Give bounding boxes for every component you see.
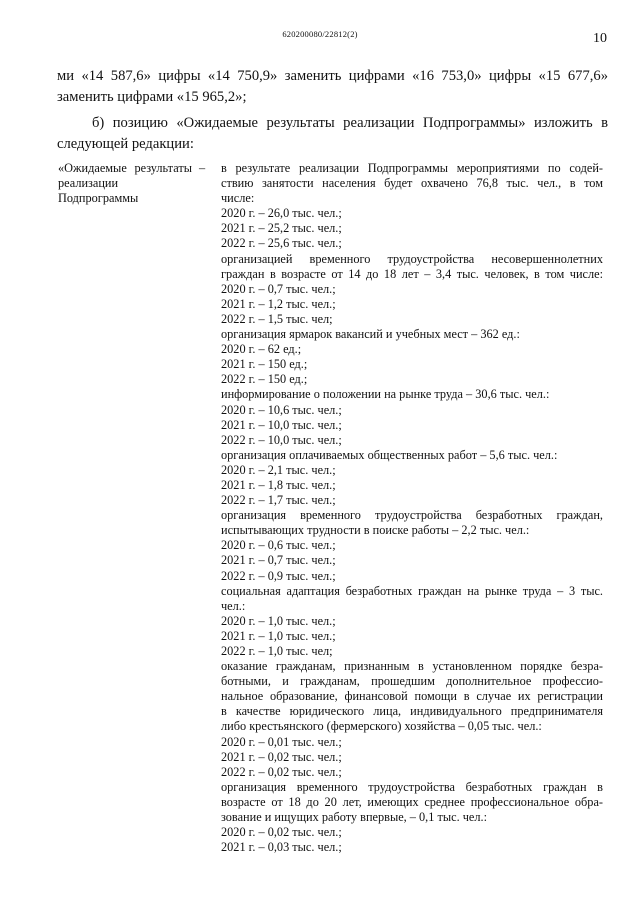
result-line: информирование о положении на рынке труда – 30,6 тыс. чел.: <box>221 387 550 402</box>
result-line: 2021 г. – 10,0 тыс. чел.; <box>221 417 342 432</box>
result-line: чел.: <box>221 598 246 613</box>
result-line: числе: <box>221 191 255 206</box>
position-label: «Ожидаемые результаты реализации Подпрограммы <box>58 161 192 206</box>
result-line: либо крестьянского (фермерского) хозяйства – 0,05 тыс. чел.: <box>221 719 542 734</box>
result-line: зование и ищущих работу впервые, – 0,1 тыс. чел.: <box>221 810 487 825</box>
result-line: 2022 г. – 150 ед.; <box>221 372 308 387</box>
result-line: 2020 г. – 0,7 тыс. чел.; <box>221 281 336 296</box>
intro-paragraph-1: ми «14 587,6» цифры «14 750,9» заменить цифрами «16 753,0» цифры «15 677,6» заменить цифрами «15 965,2»; <box>57 68 608 105</box>
result-line: в результате реализации Подпрограммы мероприятиями по содей- <box>221 161 603 175</box>
result-line: 2021 г. – 0,7 тыс. чел.; <box>221 553 336 568</box>
result-line: 2021 г. – 25,2 тыс. чел.; <box>221 221 342 236</box>
result-line: организацией временного трудоустройства несовершеннолетних <box>221 251 603 266</box>
result-line: 2021 г. – 1,8 тыс. чел.; <box>221 477 336 492</box>
result-line: социальная адаптация безработных граждан на рынке труда – 3 тыс. <box>221 583 603 598</box>
result-line: 2021 г. – 1,0 тыс. чел.; <box>221 628 336 643</box>
result-line: организация оплачиваемых общественных работ – 5,6 тыс. чел.: <box>221 447 558 462</box>
result-line: 2022 г. – 1,7 тыс. чел.; <box>221 493 336 508</box>
result-line: 2020 г. – 0,02 тыс. чел.; <box>221 825 342 840</box>
intro-text <box>57 66 608 154</box>
result-line: 2020 г. – 0,01 тыс. чел.; <box>221 734 342 749</box>
result-line: 2021 г. – 150 ед.; <box>221 357 308 372</box>
result-line: организация временного трудоустройства безработных граждан в <box>221 779 603 794</box>
result-line: 2022 г. – 1,5 тыс. чел; <box>221 311 333 326</box>
result-line: ботными, и гражданам, прошедшим дополнительное профессио- <box>221 674 603 689</box>
result-line: испытывающих трудности в поиске работы – 2,2 тыс. чел.: <box>221 523 530 538</box>
result-line: 2021 г. – 1,2 тыс. чел.; <box>221 296 336 311</box>
intro-paragraph-2: б) позицию «Ожидаемые результаты реализации Подпрограммы» изложить в следующей редакции: <box>57 115 608 152</box>
result-line: 2020 г. – 62 ед.; <box>221 342 302 357</box>
result-line: 2020 г. – 26,0 тыс. чел.; <box>221 206 342 221</box>
result-line: 2020 г. – 0,6 тыс. чел.; <box>221 538 336 553</box>
result-line: 2022 г. – 25,6 тыс. чел.; <box>221 236 342 251</box>
result-line: 2020 г. – 2,1 тыс. чел.; <box>221 462 336 477</box>
result-line: возрасте от 18 до 20 лет, имеющих среднее профессиональное обра- <box>221 794 603 809</box>
result-line: 2020 г. – 1,0 тыс. чел.; <box>221 613 336 628</box>
result-line: 2020 г. – 10,6 тыс. чел.; <box>221 402 342 417</box>
result-line: оказание гражданам, признанным в установленном порядке безра- <box>221 659 603 674</box>
expected-results-list <box>221 161 603 855</box>
result-line: организация ярмарок вакансий и учебных мест – 362 ед.: <box>221 327 520 342</box>
result-line: граждан в возрасте от 14 до 18 лет – 3,4 тыс. человек, в том числе: <box>221 266 603 281</box>
result-line: 2021 г. – 0,03 тыс. чел.; <box>221 840 342 855</box>
document-code: 620200080/22812(2) <box>282 29 358 39</box>
result-line: 2022 г. – 10,0 тыс. чел.; <box>221 432 342 447</box>
result-line: ствию занятости населения будет охвачено 76,8 тыс. чел., в том <box>221 176 603 191</box>
result-line: в качестве юридического лица, индивидуального предпринимателя <box>221 704 603 719</box>
result-line: 2022 г. – 0,9 тыс. чел.; <box>221 568 336 583</box>
position-dash: – <box>199 161 206 175</box>
result-line: 2022 г. – 0,02 тыс. чел.; <box>221 764 342 779</box>
result-line: нальное образование, финансовой помощи в случае их регистрации <box>221 689 603 704</box>
result-line: 2022 г. – 1,0 тыс. чел; <box>221 644 333 658</box>
result-line: 2021 г. – 0,02 тыс. чел.; <box>221 749 342 764</box>
result-line: организация временного трудоустройства безработных граждан, <box>221 508 603 523</box>
page-number: 10 <box>593 31 607 46</box>
